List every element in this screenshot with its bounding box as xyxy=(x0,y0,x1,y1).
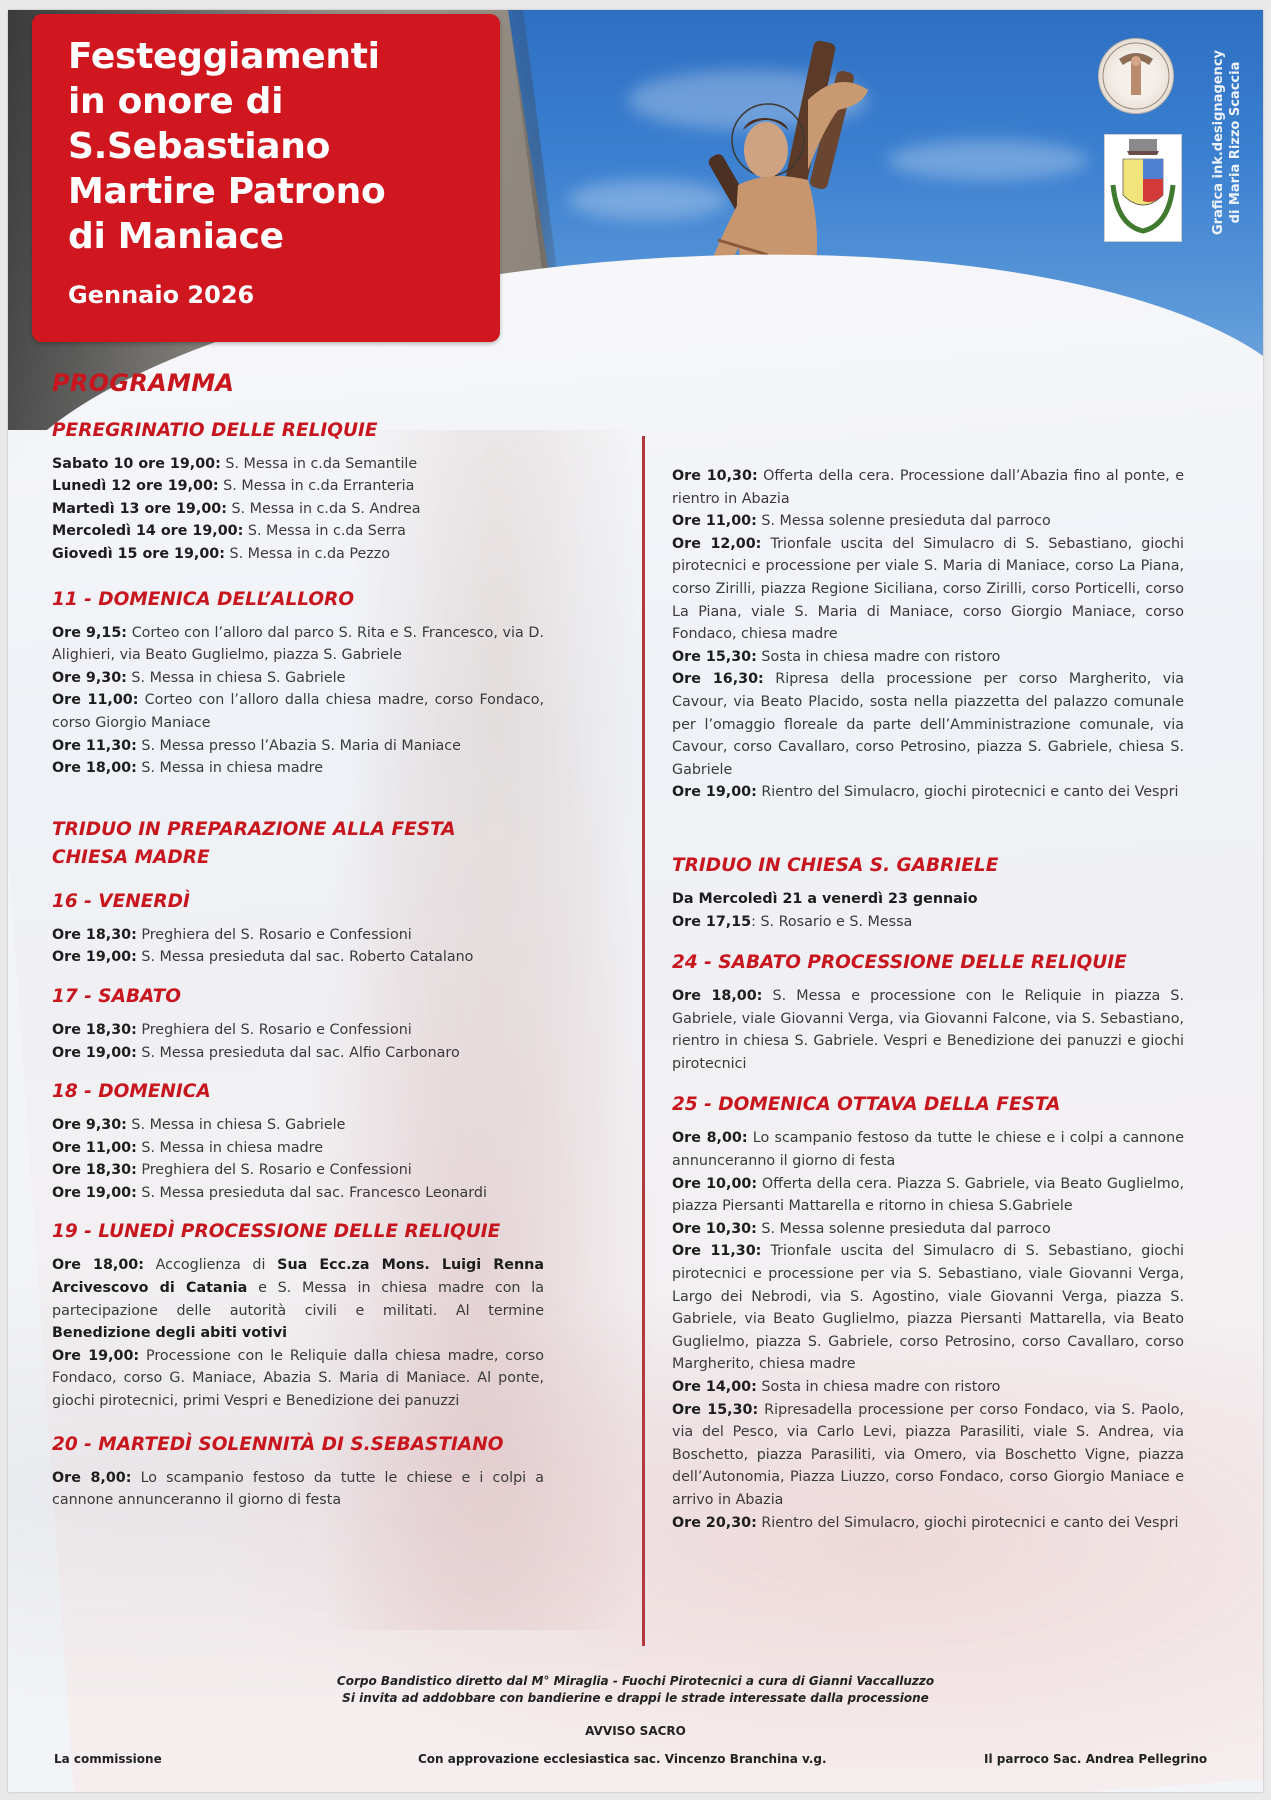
entry-text: Accoglienza di xyxy=(143,1257,278,1274)
program-right-column xyxy=(672,465,1184,1534)
schedule-entry xyxy=(52,1182,544,1205)
entry-time: Ore 8,00: xyxy=(52,1469,132,1486)
entry-text: Preghiera del S. Rosario e Confessioni xyxy=(136,1162,412,1179)
schedule-entry xyxy=(52,543,544,566)
schedule-entry xyxy=(672,1512,1184,1535)
entry-time: Ore 18,30: xyxy=(52,1162,137,1179)
program-section xyxy=(672,465,1184,804)
section-title: 18 - DOMENICA xyxy=(52,1081,211,1103)
entry-time: Ore 11,00: xyxy=(52,1139,137,1156)
schedule-entry xyxy=(672,668,1184,781)
entry-time: Martedì 13 ore 19,00: xyxy=(52,500,227,517)
program-left-column xyxy=(52,369,545,1512)
entry-text: Trionfale uscita del Simulacro di S. Sebastiano, giochi pirotecnici e processione per via S. Sebastiano, viale Giovanni Verga, Largo dei Nebrodi, via S. Agostino, viale Giovanni Verga, piazza S. Gabriele, via Beato Guglielmo, piazza Piersanti Mattarella, via Beato Guglielmo, piazza S. Gabriele, corso Petrosino, corso Cavallaro, corso Margherito, chiesa madre xyxy=(672,1243,1184,1373)
entry-text: Lo scampanio festoso da tutte le chiese e i colpi a cannone annunceranno il giorno di festa xyxy=(52,1469,545,1509)
entry-text: S. Messa presieduta dal sac. Alfio Carbonaro xyxy=(136,1044,460,1061)
entry-time: Ore 19,00: xyxy=(672,784,757,801)
schedule-entry xyxy=(672,465,1184,510)
entry-text: Rientro del Simulacro, giochi pirotecnici e canto dei Vespri xyxy=(756,1514,1179,1531)
event-date: Gennaio 2026 xyxy=(68,281,255,309)
schedule-entry xyxy=(52,924,544,947)
section-title: 11 - DOMENICA DELL’ALLORO xyxy=(52,588,355,610)
entry-text: Preghiera del S. Rosario e Confessioni xyxy=(136,1021,412,1038)
schedule-entry xyxy=(52,1114,544,1137)
program-section xyxy=(52,816,544,872)
avviso-sacro: AVVISO SACRO xyxy=(585,1724,686,1738)
entry-time: Ore 9,15: xyxy=(52,624,128,641)
entry-text: S. Messa in c.da S. Andrea xyxy=(226,500,421,517)
schedule-entry xyxy=(52,1159,544,1182)
schedule-entry xyxy=(52,453,544,476)
decoration-invitation-note: Si invita ad addobbare con bandierine e drappi le strade interessate dalla processione xyxy=(342,1691,929,1705)
schedule-entry xyxy=(672,1127,1184,1172)
entry-time: Ore 18,30: xyxy=(52,926,137,943)
entry-text: S. Messa in chiesa S. Gabriele xyxy=(126,1117,346,1134)
entry-time: Ore 18,00: xyxy=(52,760,137,777)
entry-text: : S. Rosario e S. Messa xyxy=(751,913,913,930)
entry-text: Sosta in chiesa madre con ristoro xyxy=(756,648,1001,665)
schedule-entry xyxy=(672,1218,1184,1241)
entry-text: S. Messa solenne presieduta dal parroco xyxy=(756,513,1051,530)
schedule-entry xyxy=(672,888,1184,911)
schedule-entry xyxy=(52,498,544,521)
entry-time: Ore 10,30: xyxy=(672,1220,757,1237)
entry-text: Corteo con l’alloro dalla chiesa madre, corso Fondaco, corso Giorgio Maniace xyxy=(52,692,544,731)
entry-text: Offerta della cera. Piazza S. Gabriele, via Beato Guglielmo, piazza Piersanti Mattarella e ritorno in chiesa S.Gabriele xyxy=(672,1175,1184,1215)
schedule-entry xyxy=(52,622,544,667)
schedule-entry xyxy=(672,533,1184,646)
program-section xyxy=(672,852,1184,933)
schedule-entry xyxy=(52,1019,544,1042)
schedule-entry xyxy=(672,985,1184,1075)
entry-text: Ripresa della processione per corso Margherito, via Cavour, via Beato Placido, sosta nella piazzetta del palazzo comunale per l’omaggio floreale da parte dell’Amministrazione comunale, via Cavour, corso Cavallaro, corso Petrosino, piazza S. Gabriele, chiesa S. Gabriele xyxy=(672,671,1184,778)
schedule-entry xyxy=(672,911,1184,934)
entry-text: e S. Messa in chiesa madre con la partecipazione delle autorità civili e militati. Al termine xyxy=(52,1280,544,1319)
entry-text: Rientro del Simulacro, giochi pirotecnici e canto dei Vespri xyxy=(756,784,1179,801)
schedule-entry xyxy=(52,520,544,543)
schedule-entry xyxy=(672,781,1184,804)
entry-text: S. Messa in chiesa madre xyxy=(136,760,324,777)
entry-time: Lunedì 12 ore 19,00: xyxy=(52,478,219,495)
entry-text: S. Messa in c.da Erranteria xyxy=(218,478,415,495)
schedule-entry xyxy=(672,510,1184,533)
schedule-entry xyxy=(672,1240,1184,1376)
entry-text: Preghiera del S. Rosario e Confessioni xyxy=(136,926,412,943)
entry-time: Ore 10,30: xyxy=(672,468,758,484)
entry-text: Ripresadella processione per corso Fondaco, via S. Paolo, via del Pesco, via Carlo Levi, piazza Parasiliti, viale S. Andrea, via Boschetto, piazza Parasiliti, via Omero, via Boschetto Vigne, piazza dell’Autonomia, Piazza Liuzzo, corso Fondaco, corso Giorgio Maniace e arrivo in Abazia xyxy=(672,1401,1184,1508)
program-section xyxy=(672,1091,1184,1534)
schedule-entry xyxy=(52,475,544,498)
entry-time: Giovedì 15 ore 19,00: xyxy=(52,545,225,562)
entry-text: Processione con le Reliquie dalla chiesa madre, corso Fondaco, corso G. Maniace, Abazia S. Maria di Maniace. Al ponte, giochi pirotecnici, primi Vespri e Benedizione dei panuzzi xyxy=(52,1347,544,1410)
entry-time: Sabato 10 ore 19,00: xyxy=(52,455,221,472)
entry-text: S. Messa presso l’Abazia S. Maria di Maniace xyxy=(136,737,461,754)
schedule-entry xyxy=(672,646,1184,669)
signature-ecclesiastical-approval: Con approvazione ecclesiastica sac. Vincenzo Branchina v.g. xyxy=(418,1752,827,1766)
entry-text: S. Messa e processione con le Reliquie in piazza S. Gabriele, viale Giovanni Verga, via Giovanni Falcone, via S. Sebastiano, rientro in chiesa S. Gabriele. Vespri e Benedizione dei panuzzi e giochi pirotecnici xyxy=(672,988,1184,1072)
section-title: TRIDUO IN PREPARAZIONE ALLA FESTA CHIESA MADRE xyxy=(52,818,456,868)
band-fireworks-note: Corpo Bandistico diretto dal M° Miraglia - Fuochi Pirotecnici a cura di Gianni Vaccalluzzo xyxy=(336,1674,935,1688)
entry-text: S. Messa solenne presieduta dal parroco xyxy=(756,1220,1051,1237)
entry-time: Ore 15,30: xyxy=(672,1401,759,1418)
entry-time: Ore 18,00: xyxy=(52,1257,144,1274)
entry-time: Ore 18,30: xyxy=(52,1021,137,1038)
entry-text: Offerta della cera. Processione dall’Abazia fino al ponte, e rientro in Abazia xyxy=(672,468,1185,507)
entry-text: S. Messa in chiesa S. Gabriele xyxy=(126,669,346,686)
schedule-entry xyxy=(52,1137,544,1160)
signature-commission: La commissione xyxy=(54,1752,162,1766)
title-banner xyxy=(32,14,500,342)
footer-notes xyxy=(8,1673,1263,1707)
program-section xyxy=(52,586,544,780)
program-section xyxy=(52,983,544,1064)
entry-text: S. Messa presieduta dal sac. Roberto Catalano xyxy=(136,949,474,966)
section-title: TRIDUO IN CHIESA S. GABRIELE xyxy=(672,854,999,876)
entry-time: Ore 19,00: xyxy=(52,1044,137,1061)
program-heading: PROGRAMMA xyxy=(52,369,235,397)
entry-time: Ore 17,15 xyxy=(672,913,752,930)
program-section xyxy=(52,888,544,969)
program-section xyxy=(672,949,1184,1075)
parish-seal-icon xyxy=(1098,38,1174,114)
section-title: 24 - SABATO PROCESSIONE DELLE RELIQUIE xyxy=(672,952,1127,974)
entry-text: S. Messa presieduta dal sac. Francesco Leonardi xyxy=(136,1184,487,1201)
entry-time: Ore 19,00: xyxy=(52,1347,140,1364)
entry-time: Ore 10,00: xyxy=(672,1175,758,1192)
design-credits: Grafica ink.designagency di Maria Rizzo Scaccia xyxy=(1211,50,1243,235)
entry-time: Sua Ecc.za Mons. Luigi Renna Arcivescovo di Catania xyxy=(52,1257,544,1297)
entry-time: Ore 11,30: xyxy=(672,1243,762,1260)
entry-time: Benedizione degli abiti votivi xyxy=(52,1325,288,1342)
program-section xyxy=(52,1078,544,1204)
schedule-entry xyxy=(672,1376,1184,1399)
entry-time: Ore 19,00: xyxy=(52,949,137,966)
schedule-entry xyxy=(52,1467,544,1512)
entry-time: Ore 11,30: xyxy=(52,737,137,754)
schedule-entry xyxy=(52,689,544,734)
column-divider xyxy=(642,436,645,1646)
schedule-entry xyxy=(52,757,544,780)
section-title: 19 - LUNEDÌ PROCESSIONE DELLE RELIQUIE xyxy=(52,1221,501,1243)
section-title: 20 - MARTEDÌ SOLENNITÀ DI S.SEBASTIANO xyxy=(52,1433,504,1455)
entry-text: Corteo con l’alloro dal parco S. Rita e S. Francesco, via D. Alighieri, via Beato Guglielmo, piazza S. Gabriele xyxy=(52,624,544,664)
entry-time: Ore 14,00: xyxy=(672,1379,757,1395)
schedule-entry xyxy=(52,667,544,690)
schedule-entry xyxy=(672,1173,1184,1218)
entry-time: Ore 11,00: xyxy=(52,692,139,709)
schedule-entry xyxy=(52,946,544,969)
entry-text: Trionfale uscita del Simulacro di S. Sebastiano, giochi pirotecnici e processione per viale S. Maria di Maniace, corso La Piana, corso Zirilli, piazza Regione Siciliana, corso Zirilli, corso Porticelli, corso La Piana, viale S. Maria di Maniace, corso Giorgio Maniace, corso Fondaco, chiesa madre xyxy=(672,535,1184,643)
section-title: PEREGRINATIO DELLE RELIQUIE xyxy=(52,419,378,441)
entry-time: Ore 8,00: xyxy=(672,1130,748,1147)
entry-text: S. Messa in c.da Semantile xyxy=(220,455,418,472)
schedule-entry xyxy=(672,1399,1184,1512)
section-title: 16 - VENERDÌ xyxy=(52,890,190,912)
entry-time: Da Mercoledì 21 a venerdì 23 gennaio xyxy=(672,890,978,907)
entry-text: S. Messa in chiesa madre xyxy=(136,1139,324,1156)
schedule-entry xyxy=(52,1042,544,1065)
entry-time: Ore 19,00: xyxy=(52,1184,137,1201)
entry-time: Ore 11,00: xyxy=(672,513,757,530)
poster xyxy=(8,10,1263,1792)
entry-time: Ore 16,30: xyxy=(672,671,764,688)
signature-parish-priest: Il parroco Sac. Andrea Pellegrino xyxy=(984,1752,1208,1766)
schedule-entry xyxy=(52,1254,544,1344)
municipal-crest-icon xyxy=(1104,134,1182,242)
program-section xyxy=(52,1431,544,1512)
program-section xyxy=(52,1218,544,1412)
entry-time: Mercoledì 14 ore 19,00: xyxy=(52,523,244,540)
schedule-entry xyxy=(52,1345,544,1413)
schedule-entry xyxy=(52,735,544,758)
entry-text: S. Messa in c.da Pezzo xyxy=(224,545,391,562)
entry-text: Sosta in chiesa madre con ristoro xyxy=(756,1379,1001,1395)
entry-time: Ore 15,30: xyxy=(672,648,757,665)
entry-time: Ore 9,30: xyxy=(52,1117,127,1134)
entry-text: Lo scampanio festoso da tutte le chiese e i colpi a cannone annunceranno il giorno di festa xyxy=(672,1130,1184,1170)
page-title: Festeggiamenti in onore di S.Sebastiano Martire Patrono di Maniace xyxy=(68,36,386,257)
entry-time: Ore 20,30: xyxy=(672,1514,757,1531)
entry-text: S. Messa in c.da Serra xyxy=(243,523,406,540)
section-title: 25 - DOMENICA OTTAVA DELLA FESTA xyxy=(672,1094,1061,1116)
entry-time: Ore 12,00: xyxy=(672,535,762,552)
program-section xyxy=(52,417,544,566)
section-title: 17 - SABATO xyxy=(52,985,181,1007)
entry-time: Ore 18,00: xyxy=(672,988,763,1005)
entry-time: Ore 9,30: xyxy=(52,669,127,686)
